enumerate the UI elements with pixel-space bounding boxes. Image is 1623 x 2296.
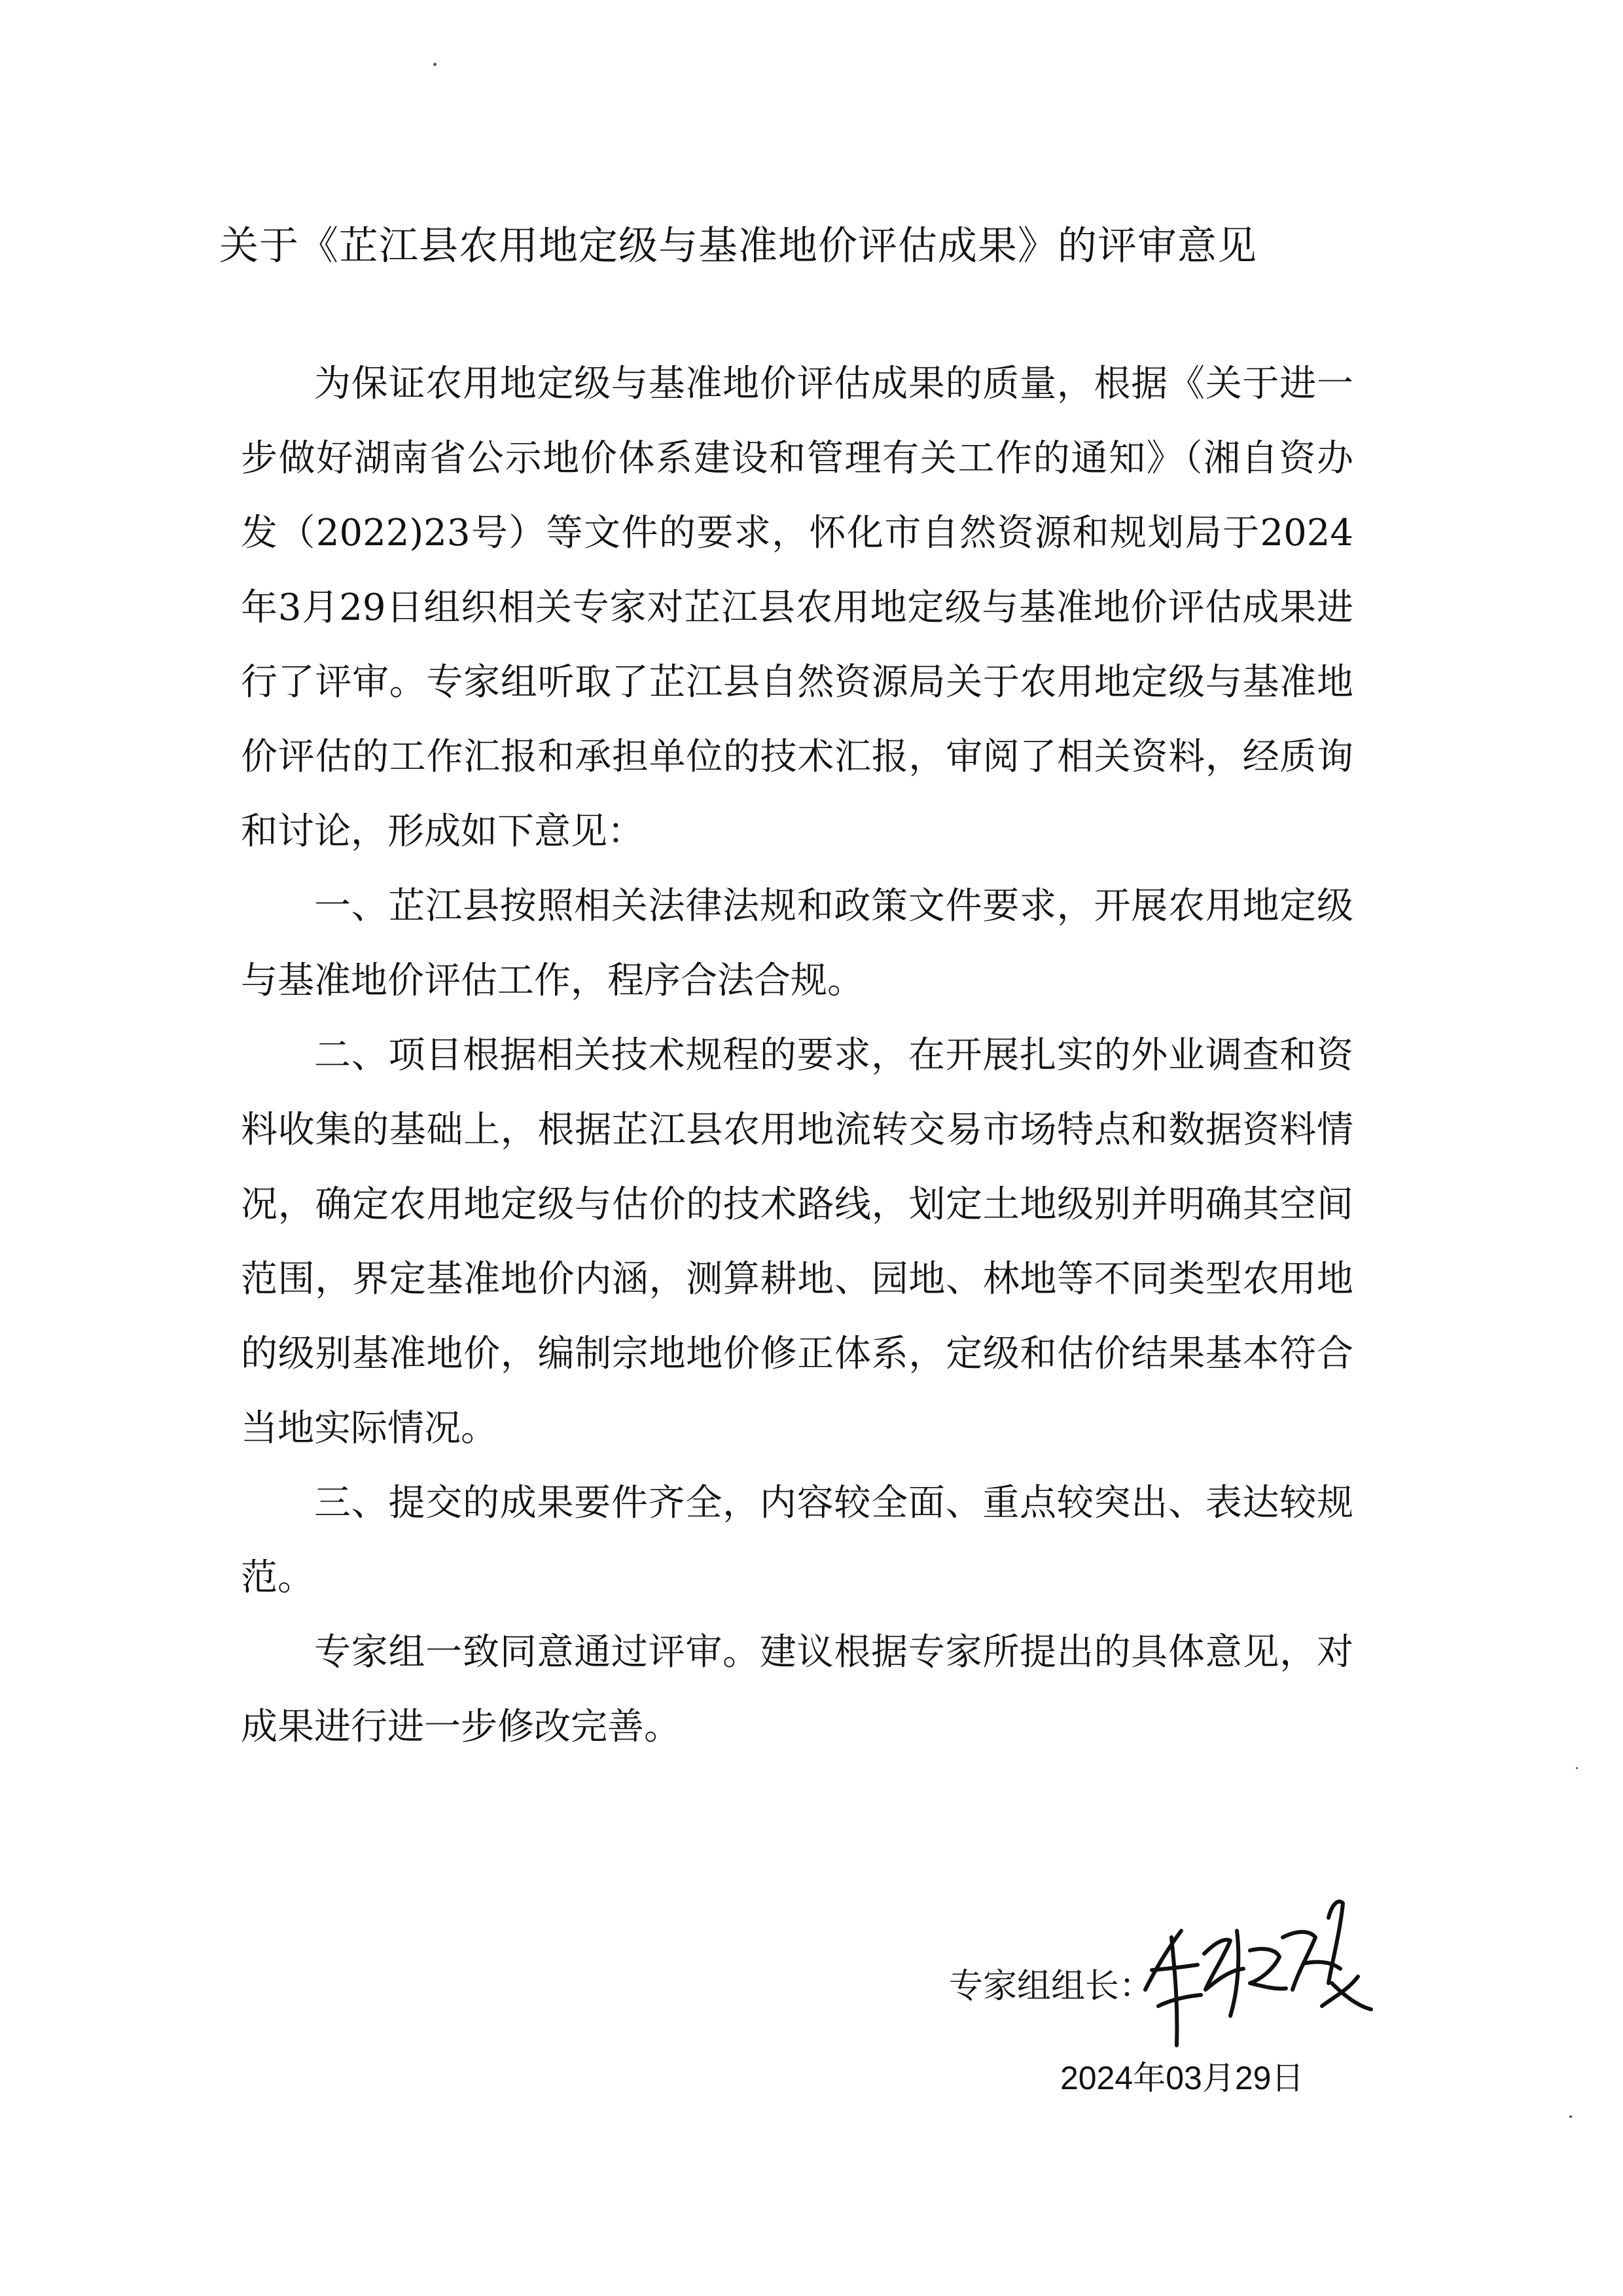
scan-speck bbox=[433, 63, 437, 66]
signature-block bbox=[942, 1937, 1400, 2134]
scan-speck bbox=[1576, 1767, 1578, 1769]
opinion-item-1: 一、芷江县按照相关法律法规和政策文件要求，开展农用地定级与基准地价评估工作，程序合法合规。 bbox=[241, 885, 1353, 1002]
intro-paragraph: 为保证农用地定级与基准地价评估成果的质量，根据《关于进一步做好湖南省公示地价体系建设和管理有关工作的通知》（湘自资办发（2022)23号）等文件的要求，怀化市自然资源和规划局于2024年3月29日组织相关专家对芷江县农用地定级与基准地价评估成果进行了评审。专家组听取了芷江县自然资源局关于农用地定级与基准地价评估的工作汇报和承担单位的技术汇报，审阅了相关资料，经质询和讨论，形成如下意见： bbox=[241, 363, 1353, 853]
signature-date: 2024年03月29日 bbox=[1060, 2060, 1304, 2096]
document-body bbox=[241, 347, 1353, 1765]
scan-speck bbox=[1569, 2115, 1572, 2118]
conclusion-paragraph: 专家组一致同意通过评审。建议根据专家所提出的具体意见，对成果进行进一步修改完善。 bbox=[241, 1631, 1353, 1748]
signature-label: 专家组组长： bbox=[949, 1967, 1154, 2005]
opinion-item-2: 二、项目根据相关技术规程的要求，在开展扎实的外业调查和资料收集的基础上，根据芷江县农用地流转交易市场特点和数据资料情况，确定农用地定级与估价的技术路线，划定土地级别并明确其空间范围，界定基准地价内涵，测算耕地、园地、林地等不同类型农用地的级别基准地价，编制宗地地价修正体系，定级和估价结果基本符合当地实际情况。 bbox=[241, 1034, 1353, 1450]
handwritten-signature bbox=[1132, 1892, 1381, 2055]
opinion-item-3: 三、提交的成果要件齐全，内容较全面、重点较突出、表达较规范。 bbox=[241, 1482, 1353, 1599]
document-title: 关于《芷江县农用地定级与基准地价评估成果》的评审意见 bbox=[219, 223, 1257, 269]
